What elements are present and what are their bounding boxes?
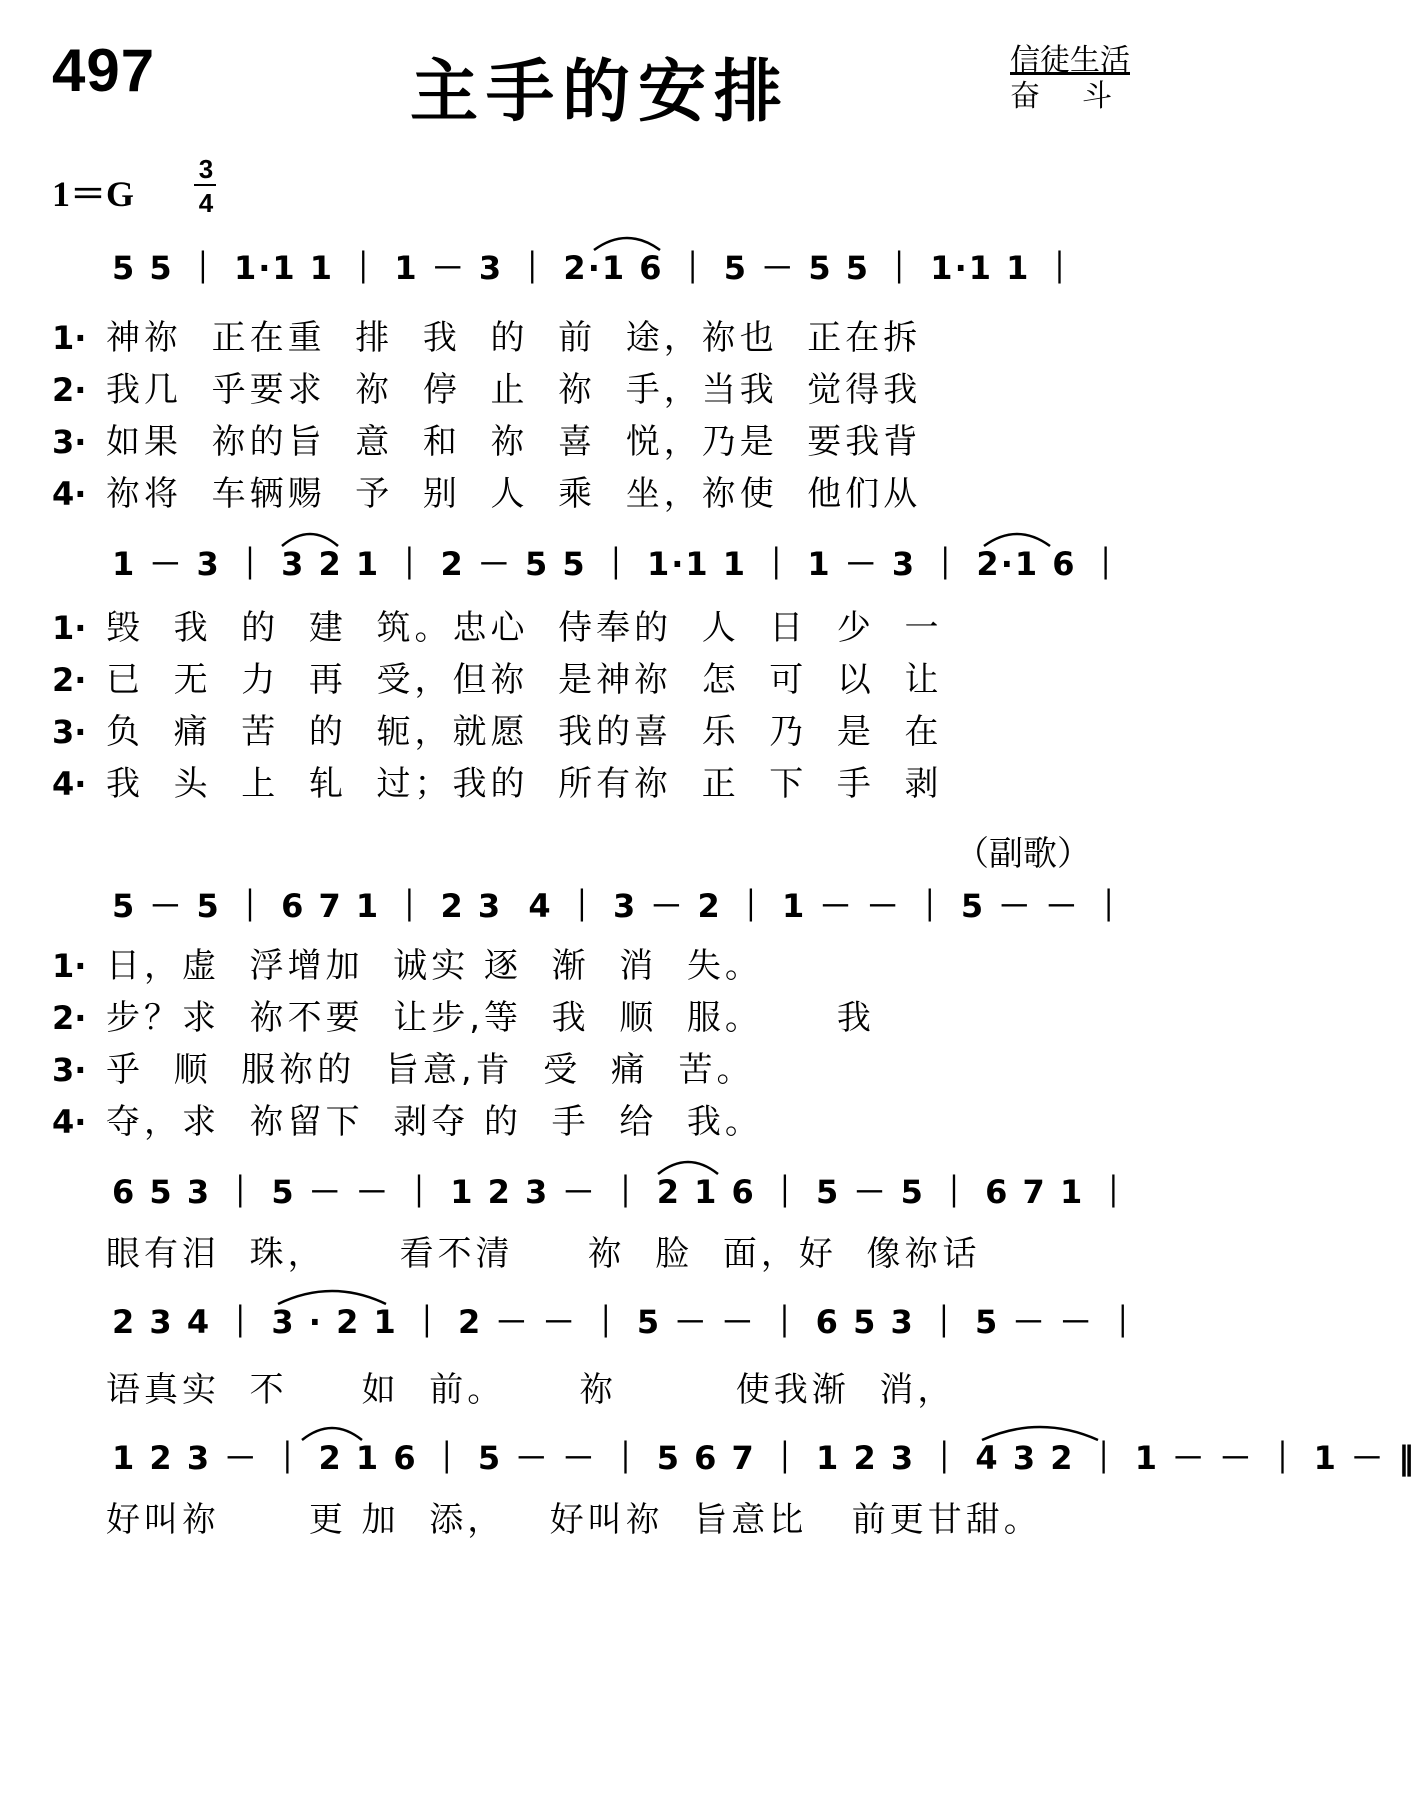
notation-line-4: 6 5 3 ｜ 5 － － ｜ 1 2 3 － ｜ 2 1 6 ｜ 5 － 5 ｜ 6 7 1 ｜: [112, 1173, 1132, 1211]
verse-number: 4·: [52, 765, 87, 803]
notation-line-6: 1 2 3 － ｜ 2 1 6 ｜ 5 － － ｜ 5 6 7 ｜ 1 2 3 ｜ 4 3 2 ｜ 1 － － ｜ 1 － ‖: [112, 1439, 1416, 1477]
lyric-line: 神祢 正在重 排 我 的 前 途，祢也 正在拆: [106, 318, 922, 358]
lyric-line: 日，虚 浮增加 诚实 逐 渐 消 失。: [106, 946, 763, 986]
verse-number: 2·: [52, 371, 87, 409]
lyric-line: 祢将 车辆赐 予 别 人 乘 坐，祢使 他们从: [106, 474, 922, 514]
verse-number: 1·: [52, 319, 87, 357]
slur-arc: [300, 1422, 364, 1442]
slur-arc: [982, 528, 1052, 548]
theme-label: 奋斗: [1010, 79, 1154, 114]
notation-line-2: 1 － 3 ｜ 3 2 1 ｜ 2 － 5 5 ｜ 1·1 1 ｜ 1 － 3 ｜ 2·1 6 ｜: [112, 545, 1124, 583]
verse-number: 2·: [52, 999, 87, 1037]
key-signature: 1＝G: [52, 174, 135, 214]
verse-number: 2·: [52, 661, 87, 699]
slur-arc: [276, 1286, 388, 1306]
lyric-line: 好叫祢 更 加 添， 好叫祢 旨意比 前更甘甜。: [106, 1500, 1042, 1540]
time-signature-bottom: 4: [198, 188, 214, 218]
notation-line-5: 2 3 4 ｜ 3 · 2 1 ｜ 2 － － ｜ 5 － － ｜ 6 5 3 ｜ 5 － － ｜: [112, 1303, 1141, 1341]
verse-number: 1·: [52, 947, 87, 985]
lyric-line: 眼有泪 珠， 看不清 祢 脸 面，好 像祢话: [106, 1234, 981, 1274]
lyric-line: 我 头 上 轧 过；我的 所有祢 正 下 手 剥: [106, 764, 943, 804]
verse-number: 3·: [52, 423, 87, 461]
notation-line-1: 5 5 ｜ 1·1 1 ｜ 1 － 3 ｜ 2·1 6 ｜ 5 － 5 5 ｜ 1·1 1 ｜: [112, 249, 1078, 287]
slur-arc: [280, 528, 340, 548]
lyric-line: 夺，求 祢留下 剥夺 的 手 给 我。: [106, 1102, 763, 1142]
notation-line-3: 5 － 5 ｜ 6 7 1 ｜ 2 3 4 ｜ 3 － 2 ｜ 1 － － ｜ 5 － － ｜: [112, 887, 1127, 925]
lyric-line: 乎 顺 服祢的 旨意,肯 受 痛 苦。: [106, 1050, 755, 1090]
time-signature-top: 3: [198, 154, 214, 184]
hymn-title: 主手的安排: [409, 53, 790, 132]
tie-arc: [980, 1422, 1100, 1442]
lyric-line: 我几 乎要求 祢 停 止 祢 手，当我 觉得我: [106, 370, 922, 410]
time-signature-line: [194, 184, 216, 186]
chorus-label: （副歌）: [955, 834, 1091, 874]
lyric-line: 如果 祢的旨 意 和 祢 喜 悦，乃是 要我背: [106, 422, 922, 462]
hymn-number: 497: [52, 37, 156, 104]
lyric-line: 已 无 力 再 受，但祢 是神祢 怎 可 以 让: [106, 660, 943, 700]
verse-number: 4·: [52, 1103, 87, 1141]
lyric-line: 语真实 不 如 前。 祢 使我渐 消，: [106, 1370, 956, 1410]
book-source: 信徒生活: [1010, 43, 1130, 78]
verse-number: 1·: [52, 609, 87, 647]
lyric-line: 毁 我 的 建 筑。忠心 侍奉的 人 日 少 一: [106, 608, 943, 648]
slur-arc: [656, 1156, 720, 1176]
verse-number: 4·: [52, 475, 87, 513]
lyric-line: 步？求 祢不要 让步,等 我 顺 服。 我: [106, 998, 875, 1038]
lyric-line: 负 痛 苦 的 轭，就愿 我的喜 乐 乃 是 在: [106, 712, 943, 752]
slur-arc: [592, 232, 662, 252]
verse-number: 3·: [52, 713, 87, 751]
verse-number: 3·: [52, 1051, 87, 1089]
